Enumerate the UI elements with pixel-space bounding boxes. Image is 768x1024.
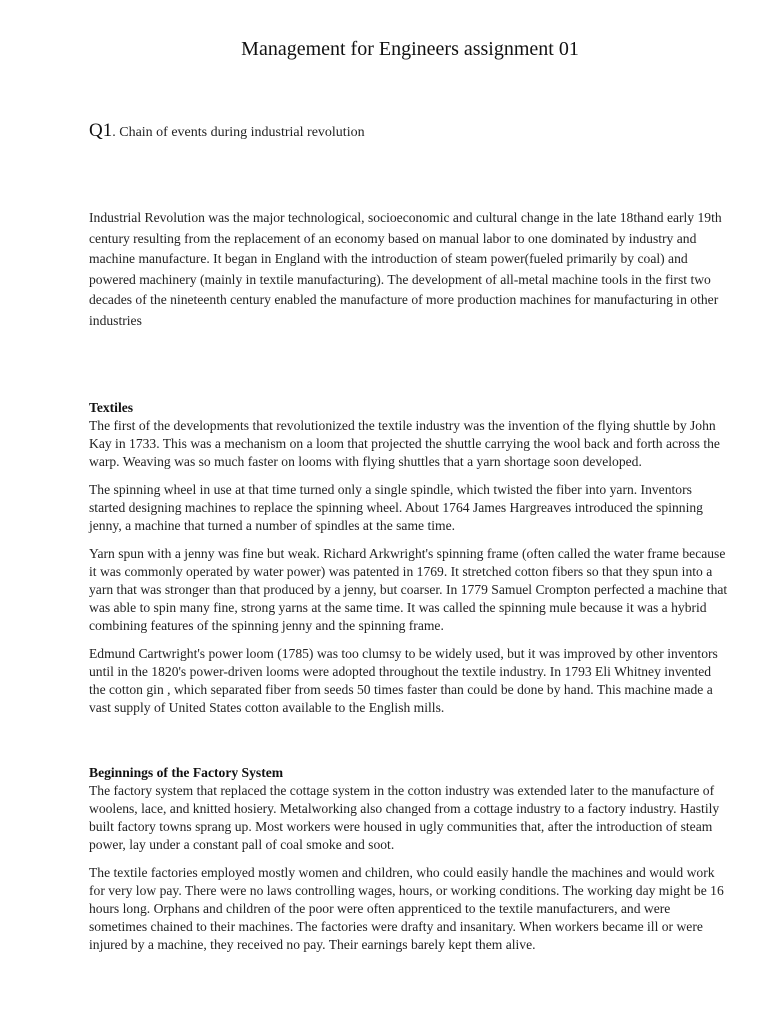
section-textiles [89,399,729,727]
intro-paragraph: Industrial Revolution was the major technological, socioeconomic and cultural change in the late 18thand early 19th century resulting from the replacement of an economy based on manual labor to one dominated by industry and machine manufacture. It began in England with the introduction of steam power(fueled primarily by coal) and powered machinery (mainly in textile manufacturing). The development of all-metal machine tools in the first two decades of the nineteenth century enabled the manufacture of more production machines for manufacturing in other industries [89,210,722,328]
paragraph: Yarn spun with a jenny was fine but weak. Richard Arkwright's spinning frame (often called the water frame because it was commonly operated by water power) was patented in 1769. It stretched cotton fibers so that they spun into a yarn that was stronger than that produced by a jenny, but coarser. In 1779 Samuel Crompton perfected a machine that was able to spin many fine, strong yarns at the same time. It was called the spinning mule because it was a hybrid combining features of the spinning jenny and the spinning frame. [89,546,728,633]
paragraph: Edmund Cartwright's power loom (1785) was too clumsy to be widely used, but it was improved by other inventors until in the 1820's power-driven looms were adopted throughout the textile industry. In 1793 Eli Whitney invented the cotton gin , which separated fiber from seeds 50 times faster than could be done by hand. This machine made a vast supply of United States cotton available to the English mills. [89,646,718,715]
document-title: Management for Engineers assignment 01 [241,38,579,60]
question-heading [89,120,729,142]
paragraph: The textile factories employed mostly women and children, who could easily handle the machines and would work for very low pay. There were no laws controlling wages, hours, or working conditions. The working day might be 16 hours long. Orphans and children of the poor were often apprenticed to the textile manufacturers, and were sometimes chained to their machines. The factories were drafty and insanitary. When workers became ill or were injured by a machine, they received no pay. Their earnings barely kept them alive. [89,865,724,952]
section-factory-system [89,764,729,964]
question-number: Q1 [89,120,113,141]
section-heading: Textiles [89,400,134,415]
paragraph: The factory system that replaced the cottage system in the cotton industry was extended later to the manufacture of woolens, lace, and knitted hosiery. Metalworking also changed from a cottage industry to a factory industry. Hastily built factory towns sprang up. Most workers were housed in ugly communities that, after the introduction of steam power, lay under a constant pall of coal smoke and soot. [89,783,720,852]
section-heading: Beginnings of the Factory System [89,765,284,780]
paragraph: The first of the developments that revolutionized the textile industry was the invention of the flying shuttle by John Kay in 1733. This was a mechanism on a loom that projected the shuttle carrying the wool back and forth across the warp. Weaving was so much faster on looms with flying shuttles that a yarn shortage soon developed. [89,418,720,469]
question-text: . Chain of events during industrial revolution [112,125,365,140]
paragraph: The spinning wheel in use at that time turned only a single spindle, which twisted the fiber into yarn. Inventors started designing machines to replace the spinning wheel. About 1764 James Hargreaves introduced the spinning jenny, a machine that turned a number of spindles at the same time. [89,482,703,533]
